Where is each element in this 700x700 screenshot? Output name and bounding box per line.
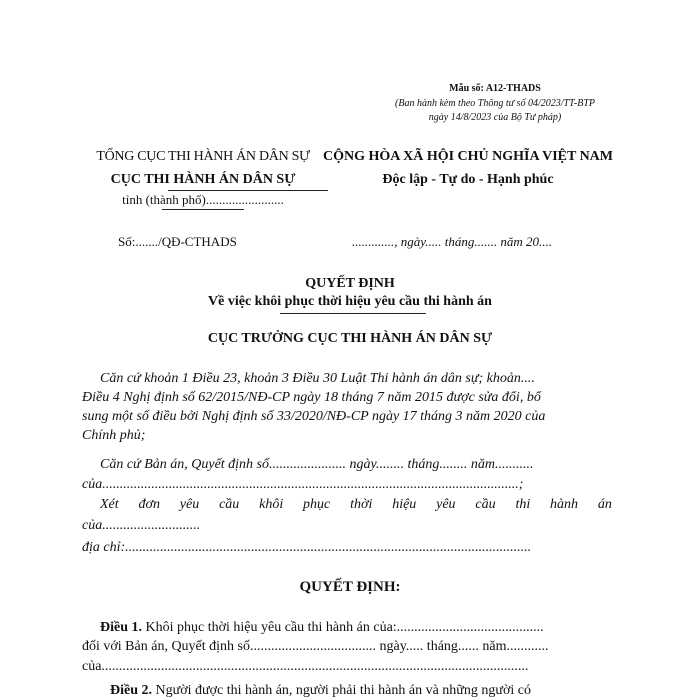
form-note: ngày 14/8/2023 của Bộ Tư pháp) <box>428 112 562 123</box>
document-title: QUYẾT ĐỊNH <box>305 276 395 291</box>
divider <box>280 313 426 314</box>
word: thi <box>515 497 531 512</box>
agency-name: TỔNG CỤC THI HÀNH ÁN DÂN SỰ <box>96 149 310 164</box>
article-1-line: đối với Bản án, Quyết định số.................................... ngày..... tháng...... năm............ <box>82 639 549 654</box>
word: đơn <box>138 497 160 512</box>
article-label: Điều 2. <box>110 683 152 698</box>
word: yêu <box>436 497 456 512</box>
divider <box>168 190 328 191</box>
agency-subname: CỤC THI HÀNH ÁN DÂN SỰ <box>110 172 296 187</box>
word: hiệu <box>392 497 417 512</box>
agency-location: tỉnh (thành phố)........................ <box>122 192 284 207</box>
word: thời <box>350 497 373 512</box>
body-line: sung một số điều bởi Nghị định số 33/2020/NĐ-CP ngày 17 tháng 3 năm 2020 của <box>82 409 546 424</box>
article-1 <box>100 620 544 636</box>
body-line: Căn cứ khoản 1 Điều 23, khoản 3 Điều 30 Luật Thi hành án dân sự; khoản.... <box>100 371 535 386</box>
decision-heading: QUYẾT ĐỊNH: <box>299 579 401 595</box>
article-label: Điều 1. <box>100 620 142 635</box>
word: cầu <box>475 497 496 512</box>
body-line: Chính phủ; <box>82 428 146 443</box>
word: phục <box>303 497 331 512</box>
article-1-line: của.......................................................................................................................... <box>82 659 529 674</box>
national-motto: Độc lập - Tự do - Hạnh phúc <box>382 172 554 187</box>
body-line: của............................ <box>82 518 201 533</box>
word: yêu <box>179 497 200 512</box>
form-code: Mẫu số: A12-THADS <box>449 83 541 94</box>
word: khôi <box>259 497 284 512</box>
issuing-authority: CỤC TRƯỞNG CỤC THI HÀNH ÁN DÂN SỰ <box>207 331 493 346</box>
article-text: Khôi phục thời hiệu yêu cầu thi hành án của:.......................................... <box>142 620 544 635</box>
body-line: địa chỉ:.................................................................................................................... <box>82 540 532 555</box>
document-number: Số:......./QĐ-CTHADS <box>118 234 237 249</box>
body-line: của.......................................................................................................................; <box>82 477 524 492</box>
word: hành <box>550 497 579 512</box>
article-text: Người được thi hành án, người phải thi hành án và những người có <box>152 683 531 698</box>
word: cầu <box>219 497 240 512</box>
national-title: CỘNG HÒA XÃ HỘI CHỦ NGHĨA VIỆT NAM <box>322 149 613 164</box>
body-line: Căn cứ Bản án, Quyết định số...................... ngày........ tháng........ năm........... <box>100 457 534 472</box>
word: án <box>597 497 612 512</box>
divider <box>162 209 244 210</box>
body-line: Điều 4 Nghị định số 62/2015/NĐ-CP ngày 18 tháng 7 năm 2015 được sửa đổi, bổ <box>82 390 541 405</box>
word: Xét <box>100 497 119 512</box>
body-line-justified <box>100 497 612 513</box>
article-2 <box>110 683 531 699</box>
form-note: (Ban hành kèm theo Thông tư số 04/2023/TT-BTP <box>395 98 595 109</box>
document-date: ............., ngày..... tháng....... năm 20.... <box>352 234 553 249</box>
document-subject: Về việc khôi phục thời hiệu yêu cầu thi hành án <box>208 294 492 309</box>
